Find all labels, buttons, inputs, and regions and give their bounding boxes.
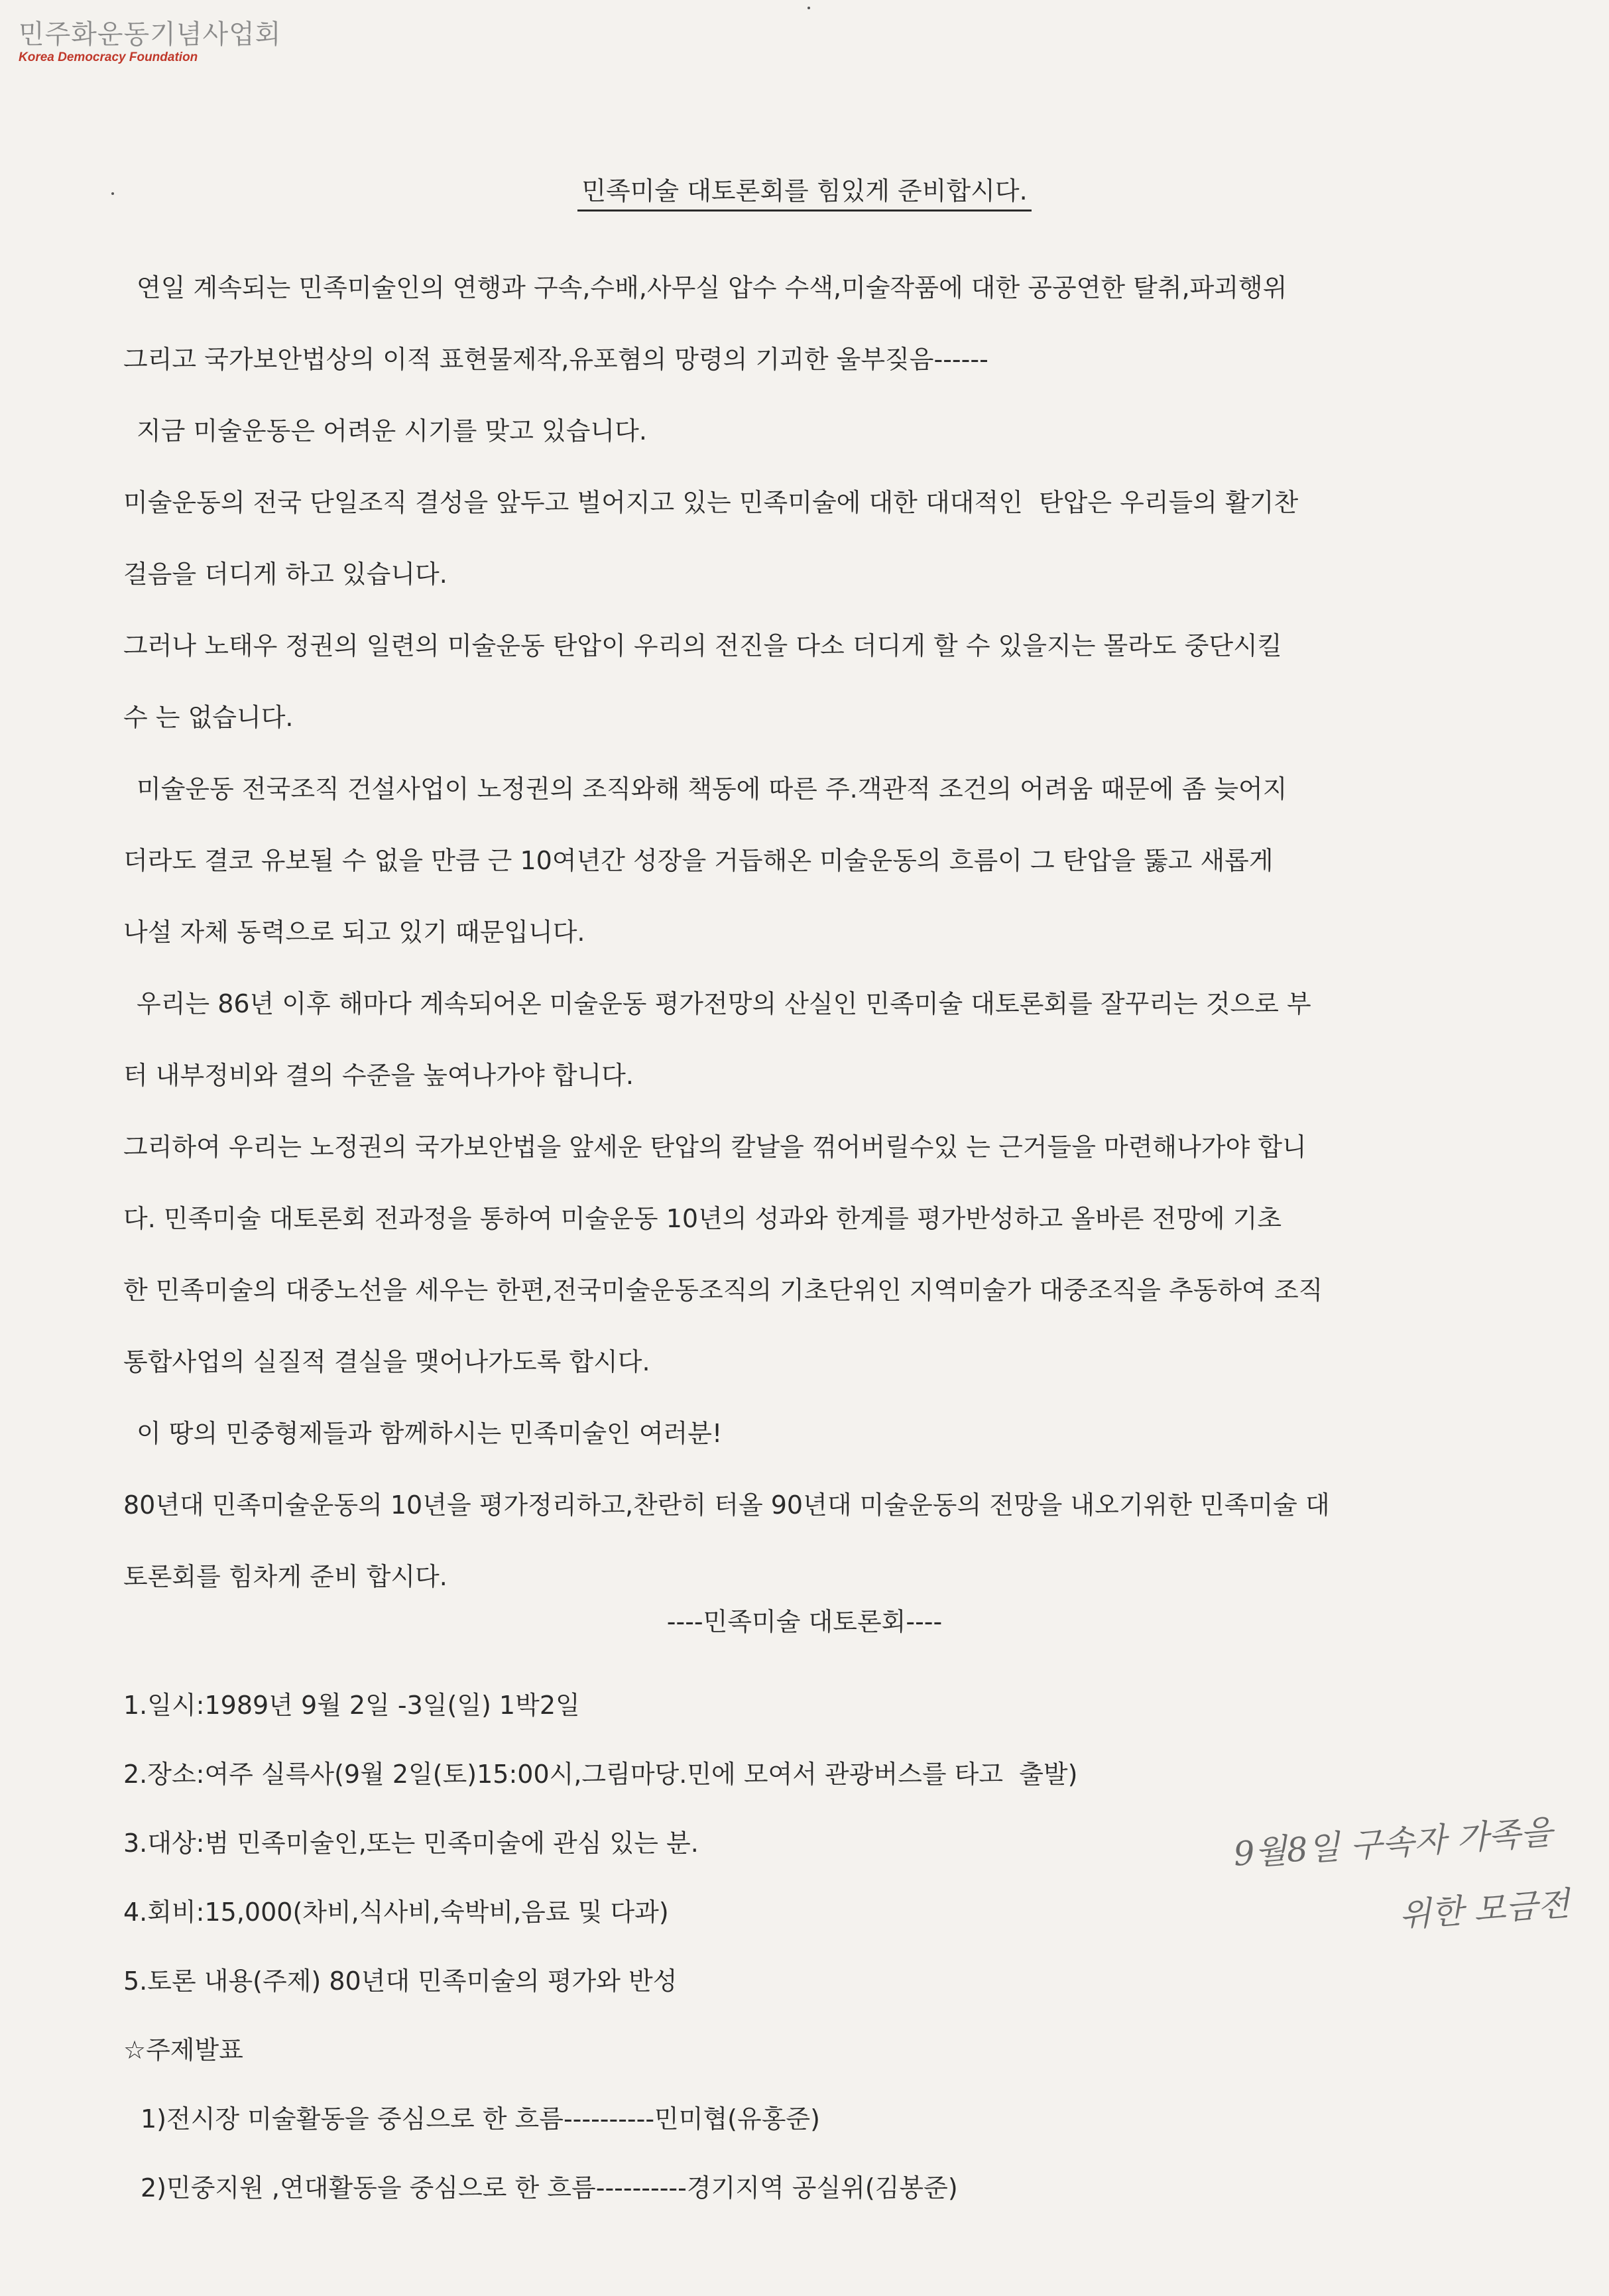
paragraph: 다. 민족미술 대토론회 전과정을 통하여 미술운동 10년의 성과와 한계를 평가반성하고 올바른 전망에 기초 xyxy=(123,1204,1282,1233)
event-heading: ----민족미술 대토론회---- xyxy=(666,1607,943,1636)
paragraph: 연일 계속되는 민족미술인의 연행과 구속,수배,사무실 압수 수색,미술작품에 대한 공공연한 탈취,파괴행위 xyxy=(137,273,1287,302)
topic-item: 2)민중지원 ,연대활동을 중심으로 한 흐름----------경기지역 공실위(김봉준) xyxy=(141,2173,958,2203)
paragraph: 나설 자체 동력으로 되고 있기 때문입니다. xyxy=(123,918,585,947)
speck xyxy=(807,7,810,9)
paragraph: 지금 미술운동은 어려운 시기를 맞고 있습니다. xyxy=(137,416,647,446)
event-details xyxy=(123,1671,1449,2222)
paragraph: 80년대 민족미술운동의 10년을 평가정리하고,찬란히 터올 90년대 미술운동의 전망을 내오기위한 민족미술 대 xyxy=(123,1490,1330,1520)
event-item: 2.장소:여주 실륵사(9월 2일(토)15:00시,그림마당.민에 모여서 관광버스를 타고 출발) xyxy=(123,1760,1078,1789)
foundation-logo xyxy=(19,19,281,65)
paragraph: 더라도 결코 유보될 수 없을 만큼 근 10여년간 성장을 거듭해온 미술운동의 흐름이 그 탄압을 뚫고 새롭게 xyxy=(123,846,1274,875)
paragraph: 한 민족미술의 대중노선을 세우는 한편,전국미술운동조직의 기초단위인 지역미술가 대중조직을 추동하여 조직 xyxy=(123,1276,1323,1305)
paragraph: 걸음을 더디게 하고 있습니다. xyxy=(123,560,447,589)
event-item: 5.토론 내용(주제) 80년대 민족미술의 평가와 반성 xyxy=(123,1966,678,1996)
handwritten-note-line: 9월8일 구속자 가족을 xyxy=(1232,1813,1554,1874)
logo-english-text: Korea Democracy Foundation xyxy=(19,50,198,64)
topics-heading: ☆주제발표 xyxy=(123,2035,243,2065)
paragraph: 그리하여 우리는 노정권의 국가보안법을 앞세운 탄압의 칼날을 꺾어버릴수있 는 근거들을 마련해나가야 합니 xyxy=(123,1132,1307,1162)
paragraph: 터 내부정비와 결의 수준을 높여나가야 합니다. xyxy=(123,1061,634,1090)
logo-korean-text: 민주화운동기념사업회 xyxy=(19,19,282,50)
paragraph: 우리는 86년 이후 해마다 계속되어온 미술운동 평가전망의 산실인 민족미술 대토론회를 잘꾸리는 것으로 부 xyxy=(137,989,1311,1018)
paragraph: 수 는 없습니다. xyxy=(123,703,294,732)
topic-item: 1)전시장 미술활동을 중심으로 한 흐름----------민미협(유홍준) xyxy=(141,2104,820,2134)
body-text xyxy=(123,252,1509,1612)
event-item: 3.대상:범 민족미술인,또는 민족미술에 관심 있는 분. xyxy=(123,1829,699,1858)
handwritten-note-line: 위한 모금전 xyxy=(1398,1884,1571,1935)
paragraph: 통합사업의 실질적 결실을 맺어나가도록 합시다. xyxy=(123,1347,650,1376)
paragraph: 그리고 국가보안법상의 이적 표현물제작,유포혐의 망령의 기괴한 울부짖음------ xyxy=(123,345,988,374)
paragraph: 미술운동의 전국 단일조직 결성을 앞두고 벌어지고 있는 민족미술에 대한 대대적인 탄압은 우리들의 활기찬 xyxy=(123,488,1299,517)
paragraph: 그러나 노태우 정권의 일련의 미술운동 탄압이 우리의 전진을 다소 더디게 할 수 있을지는 몰라도 중단시킬 xyxy=(123,631,1282,660)
paragraph: 이 땅의 민중형제들과 함께하시는 민족미술인 여러분! xyxy=(137,1419,723,1448)
event-item: 1.일시:1989년 9월 2일 -3일(일) 1박2일 xyxy=(123,1691,580,1720)
paragraph: 미술운동 전국조직 건설사업이 노정권의 조직와해 책동에 따른 주.객관적 조건의 어려움 때문에 좀 늦어지 xyxy=(137,774,1287,804)
event-item: 4.회비:15,000(차비,식사비,숙박비,음료 및 다과) xyxy=(123,1898,669,1927)
document-title: 민족미술 대토론회를 힘있게 준비합시다. xyxy=(0,174,1609,211)
paragraph: 토론회를 힘차게 준비 합시다. xyxy=(123,1562,447,1591)
